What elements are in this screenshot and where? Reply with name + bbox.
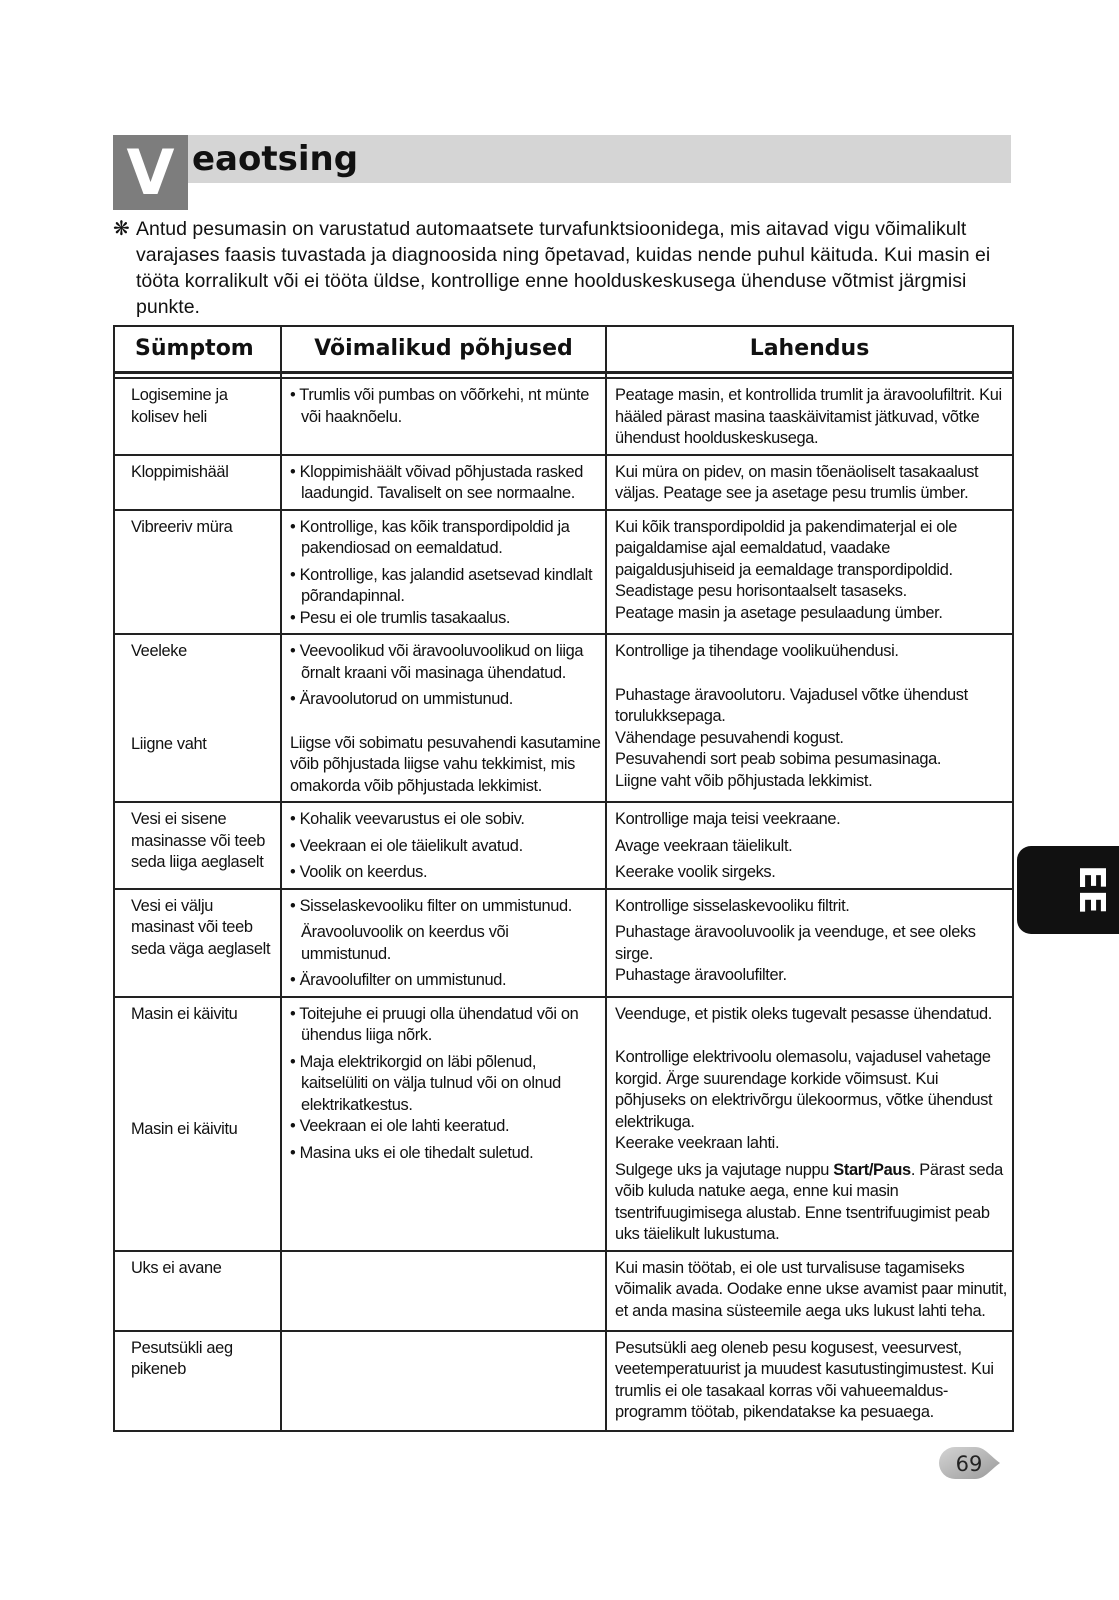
symptom-cell bbox=[114, 634, 281, 802]
solution-text: Kontrollige maja teisi veekraane. bbox=[615, 810, 841, 828]
symptom-text: Veeleke bbox=[131, 642, 187, 660]
cause-text: • Pesu ei ole trumlis tasakaalus. bbox=[290, 608, 511, 627]
solution-cell bbox=[606, 1331, 1013, 1431]
solution-cell bbox=[606, 889, 1013, 997]
symptom-cell bbox=[114, 455, 281, 510]
solution-text: Pesuvahendi sort peab sobima pesumasinaga. bbox=[615, 750, 942, 768]
solution-text: Kui müra on pidev, on masin tõenäoliselt tasakaalust väljas. Peatage see ja asetage pesu trumlis ümber. bbox=[615, 462, 979, 502]
symptom-cell bbox=[114, 378, 281, 455]
cause-cell bbox=[281, 1251, 606, 1331]
solution-text: Liigne vaht võib põhjustada lekkimist. bbox=[615, 771, 873, 790]
symptom-text: Liigne vaht bbox=[131, 734, 207, 753]
symptom-cell bbox=[114, 510, 281, 635]
symptom-text: Logisemine ja kolisev heli bbox=[131, 386, 228, 426]
solution-text-part: . Pärast seda võib kuluda natuke aega, enne kui masin tsentrifuugimisega alustab. Enne tsentrifuugimist peab uks täielikult lukustuma. bbox=[615, 1160, 1003, 1243]
troubleshooting-table bbox=[113, 325, 1014, 1432]
cause-text: • Maja elektrikorgid on läbi põlenud, kaitselüliti on välja tulnud või on olnud elektrikatkestus. bbox=[290, 1052, 561, 1114]
table-row bbox=[114, 378, 1013, 455]
table-row bbox=[114, 510, 1013, 635]
table-row bbox=[114, 455, 1013, 510]
solution-text bbox=[615, 1160, 1010, 1246]
symptom-cell bbox=[114, 802, 281, 889]
start-pause-label: Start/Paus bbox=[833, 1160, 911, 1179]
table-row bbox=[114, 1331, 1013, 1431]
solution-text: Kui kõik transpordipoldid ja pakendimaterjal ei ole paigaldamise ajal eemaldatud, vaadake paigaldusjuhiseid ja eemaldage transpordipoldid. bbox=[615, 517, 958, 579]
cause-text: • Veekraan ei ole lahti keeratud. bbox=[290, 1117, 510, 1135]
solution-text: Peatage masin, et kontrollida trumlit ja äravoolufiltrit. Kui hääled pärast masina taaskäivitamist jätkuvad, võtke ühendust hoolduskeskusega. bbox=[615, 386, 1002, 447]
header-causes: Võimalikud põhjused bbox=[281, 326, 606, 373]
solution-text-part: Sulgege uks ja vajutage nuppu bbox=[615, 1160, 830, 1179]
cause-text: • Äravoolufilter on ummistunud. bbox=[290, 971, 507, 989]
cause-text: • Kloppimishäält võivad põhjustada rasked laadungid. Tavaliselt on see normaalne. bbox=[290, 462, 583, 502]
solution-text: Kui masin töötab, ei ole ust turvalisuse tagamiseks võimalik avada. Oodake enne ukse avamist paar minutit, et anda masina süsteemile aega uks lukust lahti teha. bbox=[615, 1258, 1007, 1320]
cause-text: • Äravoolutorud on ummistunud. bbox=[290, 690, 514, 708]
symptom-cell bbox=[114, 1331, 281, 1431]
table-row bbox=[114, 997, 1013, 1251]
cause-cell bbox=[281, 997, 606, 1251]
symptom-text: Masin ei käivitu bbox=[131, 1120, 238, 1138]
cause-cell bbox=[281, 378, 606, 455]
symptom-text: Masin ei käivitu bbox=[131, 1004, 238, 1023]
solution-text: Pesutsükli aeg oleneb pesu kogusest, veesurvest, veetemperatuurist ja muudest kasutustingimustest. Kui trumlis ei ole tasakaal korras või vahueemaldus-programm töötab, pikendatakse ka pesuaega. bbox=[615, 1338, 994, 1421]
solution-cell bbox=[606, 455, 1013, 510]
solution-cell bbox=[606, 802, 1013, 889]
table-row bbox=[114, 802, 1013, 889]
symptom-text: Vesi ei välju masinast või teeb seda väga aeglaselt bbox=[131, 896, 271, 958]
language-tab-label: EE bbox=[1071, 865, 1112, 915]
cause-text: • Sisselaskevooliku filter on ummistunud. bbox=[290, 896, 572, 915]
cause-text: • Kontrollige, kas jalandid asetsevad kindlalt põrandapinnal. bbox=[290, 565, 593, 605]
solution-cell bbox=[606, 997, 1013, 1251]
solution-text: Puhastage äravooluvoolik ja veenduge, et see oleks sirge. bbox=[615, 923, 976, 963]
solution-text: Kontrollige sisselaskevooliku filtrit. bbox=[615, 896, 850, 915]
header-symptom: Sümptom bbox=[114, 326, 281, 373]
solution-cell bbox=[606, 634, 1013, 802]
asterisk-icon: ❋ bbox=[113, 218, 130, 240]
solution-cell bbox=[606, 510, 1013, 635]
solution-text: Kontrollige ja tihendage voolikuühendusi. bbox=[615, 642, 899, 660]
solution-text: Avage veekraan täielikult. bbox=[615, 836, 793, 855]
cause-text: • Kontrollige, kas kõik transpordipoldid ja pakendiosad on eemaldatud. bbox=[290, 517, 570, 557]
cause-text: • Trumlis või pumbas on võõrkehi, nt münte või haaknõelu. bbox=[290, 386, 589, 426]
cause-cell bbox=[281, 455, 606, 510]
symptom-text: Pesutsükli aeg pikeneb bbox=[131, 1338, 233, 1378]
cause-cell bbox=[281, 510, 606, 635]
table-header-row bbox=[114, 326, 1013, 373]
table-row bbox=[114, 634, 1013, 802]
cause-text: • Voolik on keerdus. bbox=[290, 863, 428, 881]
cause-text: • Kohalik veevarustus ei ole sobiv. bbox=[290, 810, 525, 828]
cause-cell bbox=[281, 634, 606, 802]
symptom-cell bbox=[114, 997, 281, 1251]
cause-cell bbox=[281, 1331, 606, 1431]
symptom-text: Vesi ei sisene masinasse või teeb seda liiga aeglaselt bbox=[131, 810, 266, 871]
symptom-text: Kloppimishääl bbox=[131, 462, 229, 481]
cause-cell bbox=[281, 802, 606, 889]
language-tab bbox=[1017, 846, 1119, 934]
table-row bbox=[114, 889, 1013, 997]
symptom-cell bbox=[114, 1251, 281, 1331]
solution-cell bbox=[606, 378, 1013, 455]
symptom-text: Uks ei avane bbox=[131, 1258, 222, 1277]
solution-text: Keerake veekraan lahti. bbox=[615, 1134, 780, 1152]
cause-text: Liigse või sobimatu pesuvahendi kasutamine võib põhjustada liigse vahu tekkimist, mis omakorda võib põhjustada lekkimist. bbox=[290, 733, 601, 795]
solution-text: Keerake voolik sirgeks. bbox=[615, 863, 776, 881]
cause-text: • Toitejuhe ei pruugi olla ühendatud või on ühendus liiga nõrk. bbox=[290, 1004, 579, 1044]
solution-text: Puhastage äravoolutoru. Vajadusel võtke ühendust torulukksepaga. bbox=[615, 685, 968, 725]
symptom-cell bbox=[114, 889, 281, 997]
table-row bbox=[114, 1251, 1013, 1331]
solution-text: Peatage masin ja asetage pesulaadung ümber. bbox=[615, 603, 943, 622]
solution-text: Puhastage äravoolufilter. bbox=[615, 966, 787, 984]
cause-text: • Veevoolikud või äravooluvoolikud on liiga õrnalt kraani või masinaga ühendatud. bbox=[290, 642, 584, 682]
cause-text: • Veekraan ei ole täielikult avatud. bbox=[290, 836, 523, 855]
intro-text: Antud pesumasin on varustatud automaatsete turvafunktsioonidega, mis aitavad vigu võimalikult varajases faasis tuvastada ja diagnoosida ning õpetavad, kuidas nende puhul käituda. Kui masin ei tööta korralikult või ei tööta üldse, kontrollige enne hoolduskeskusega ühenduse võtmist järgmisi punkte. bbox=[136, 218, 991, 318]
page-number: 69 bbox=[955, 1452, 983, 1476]
title-initial-letter: V bbox=[113, 135, 188, 210]
cause-cell bbox=[281, 889, 606, 997]
solution-text: Vähendage pesuvahendi kogust. bbox=[615, 728, 844, 747]
cause-text: Äravooluvoolik on keerdus või ummistunud. bbox=[301, 923, 509, 963]
intro-paragraph bbox=[113, 216, 1013, 320]
solution-text: Kontrollige elektrivoolu olemasolu, vajadusel vahetage korgid. Ärge suurendage korkide võimsust. Kui põhjuseks on elektrivõrgu ülekoormus, võtke ühendust elektrikuga. bbox=[615, 1048, 993, 1131]
symptom-text: Vibreeriv müra bbox=[131, 517, 233, 536]
solution-text: Seadistage pesu horisontaalselt tasaseks. bbox=[615, 582, 907, 600]
page-title: eaotsing bbox=[192, 139, 359, 179]
solution-text: Veenduge, et pistik oleks tugevalt pesasse ühendatud. bbox=[615, 1004, 992, 1023]
solution-cell bbox=[606, 1251, 1013, 1331]
header-solution: Lahendus bbox=[606, 326, 1013, 373]
cause-text: • Masina uks ei ole tihedalt suletud. bbox=[290, 1143, 534, 1162]
